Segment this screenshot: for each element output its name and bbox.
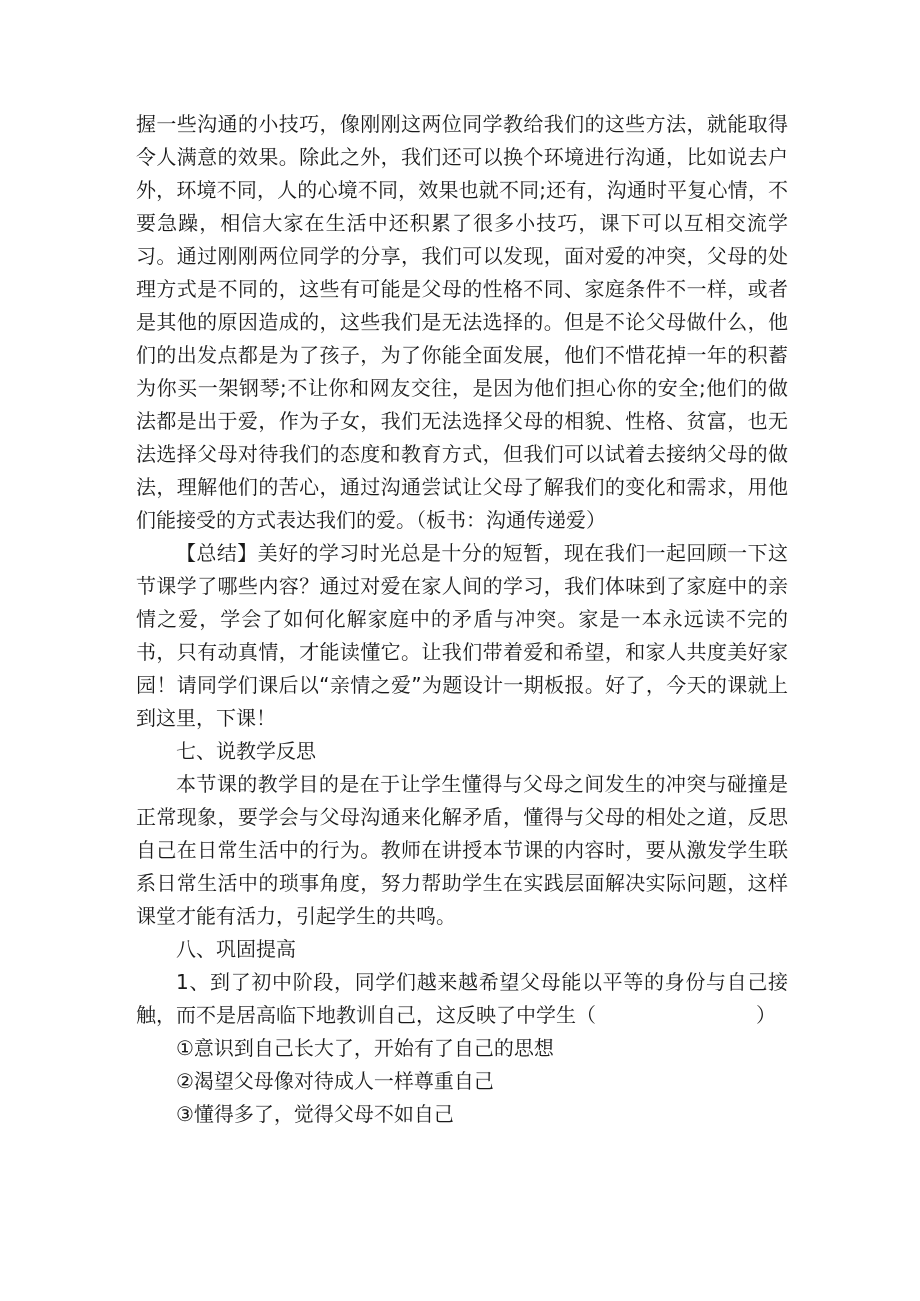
summary-text: 美好的学习时光总是十分的短暂，现在我们一起回顾一下这节课学了哪些内容？通过对爱在家人间的学习，我们体味到了家庭中的亲情之爱，学会了如何化解家庭中的矛盾与冲突。家是一本永远读不完的书，只有动真情，才能读懂它。让我们带着爱和希望，和家人共度美好家园！请同学们课后以“亲情之爱”为题设计一期板报。好了，今天的课就上到这里，下课！ (136, 541, 789, 730)
question-1-close: ） (756, 1003, 776, 1027)
question-1 (136, 966, 788, 1032)
heading-teaching-reflection: 七、说教学反思 (176, 739, 316, 763)
option-2: ②渴望父母像对待成人一样尊重自己 (176, 1069, 494, 1093)
question-1-text: 1、到了初中阶段，同学们越来越希望父母能以平等的身份与自己接触，而不是居高临下地教训自己，这反映了中学生（ (136, 970, 788, 1027)
text-body (136, 108, 788, 1131)
option-3: ③懂得多了，觉得父母不如自己 (176, 1102, 454, 1126)
paragraph-communication: 握一些沟通的小技巧，像刚刚这两位同学教给我们的这些方法，就能取得令人满意的效果。除此之外，我们还可以换个环境进行沟通，比如说去户外，环境不同，人的心境不同，效果也就不同;还有，沟通时平复心情，不要急躁，相信大家在生活中还积累了很多小技巧，课下可以互相交流学习。通过刚刚两位同学的分享，我们可以发现，面对爱的冲突，父母的处理方式是不同的，这些有可能是父母的性格不同、家庭条件不一样，或者是其他的原因造成的，这些我们是无法选择的。但是不论父母做什么，他们的出发点都是为了孩子，为了你能全面发展，他们不惜花掉一年的积蓄为你买一架钢琴;不让你和网友交往，是因为他们担心你的安全;他们的做法都是出于爱，作为子女，我们无法选择父母的相貌、性格、贫富，也无法选择父母对待我们的态度和教育方式，但我们可以试着去接纳父母的做法，理解他们的苦心，通过沟通尝试让父母了解我们的变化和需求，用他们能接受的方式表达我们的爱。（板书：沟通传递爱） (136, 112, 788, 532)
paragraph-reflection: 本节课的教学目的是在于让学生懂得与父母之间发生的冲突与碰撞是正常现象，要学会与父母沟通来化解矛盾，懂得与父母的相处之道，反思自己在日常生活中的行为。教师在讲授本节课的内容时，要从激发学生联系日常生活中的琐事角度，努力帮助学生在实践层面解决实际问题，这样课堂才能有活力，引起学生的共鸣。 (136, 772, 788, 928)
heading-consolidation: 八、巩固提高 (176, 937, 296, 961)
summary-label: 【总结】 (176, 541, 258, 565)
paragraph-summary (136, 537, 788, 735)
option-1: ①意识到自己长大了，开始有了自己的思想 (176, 1036, 554, 1060)
